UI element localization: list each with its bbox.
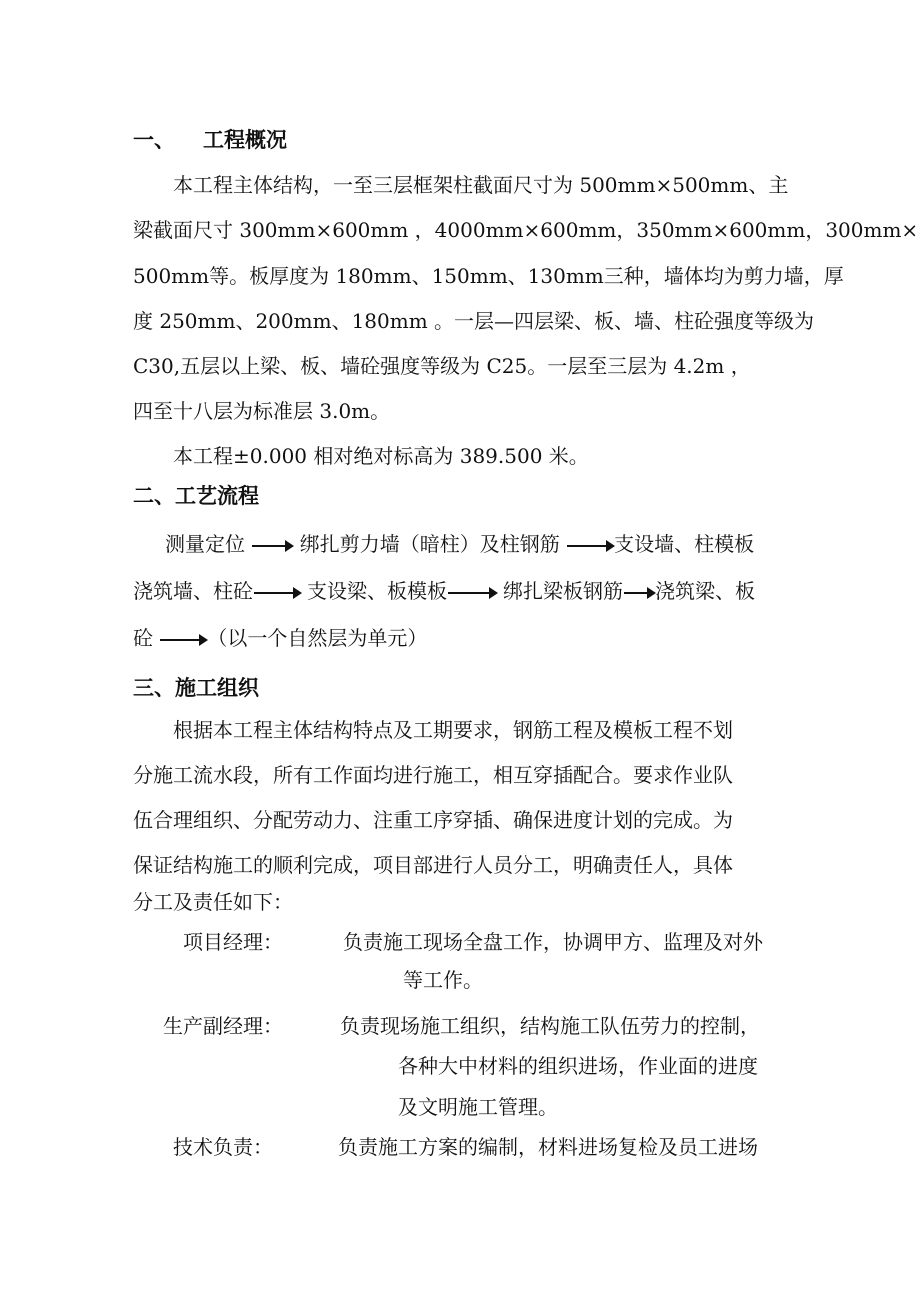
section-1-heading (133, 126, 287, 154)
step-pour-slabs: 浇筑梁、板 (655, 579, 755, 603)
step-rebar-walls: 绑扎剪力墙（暗柱）及柱钢筋 (299, 532, 560, 556)
process-flow-line-3 (133, 624, 427, 652)
paragraph-line: 分工及责任如下： (133, 890, 293, 914)
arrow-icon (567, 545, 613, 547)
role-duty-line: 负责施工方案的编制，材料进场复检及员工进场 (338, 1135, 758, 1159)
step-pour-slabs-cont: 砼 (133, 626, 153, 650)
paragraph-line: 根据本工程主体结构特点及工期要求，钢筋工程及模板工程不划 (173, 718, 733, 742)
arrow-icon (160, 639, 206, 641)
paragraph-line: 保证结构施工的顺利完成，项目部进行人员分工，明确责任人，具体 (133, 853, 733, 877)
paragraph-line: 分施工流水段，所有工作面均进行施工，相互穿插配合。要求作业队 (133, 763, 733, 787)
arrow-icon (624, 592, 654, 594)
paragraph-line: 本工程主体结构，一至三层框架柱截面尺寸为 500mm×500mm、主 (173, 173, 789, 197)
section-1-number: 一、 (133, 128, 175, 152)
elevation-line: 本工程±0.000 相对绝对标高为 389.500 米。 (173, 444, 589, 468)
arrow-icon (254, 592, 300, 594)
paragraph-line: 梁截面尺寸 300mm×600mm ，4000mm×600mm，350mm×600mm，300mm× (133, 218, 919, 242)
arrow-icon (252, 545, 292, 547)
role-label-technical-lead: 技术负责： (173, 1135, 273, 1159)
step-formwork-slabs: 支设梁、板模板 (307, 579, 447, 603)
role-duty-line: 负责现场施工组织，结构施工队伍劳力的控制， (340, 1014, 760, 1038)
step-pour-walls: 浇筑墙、柱砼 (133, 579, 253, 603)
paragraph-line: C30,五层以上梁、板、墙砼强度等级为 C25。一层至三层为 4.2m ， (133, 354, 751, 378)
role-duty-line: 等工作。 (403, 968, 483, 992)
step-rebar-slabs: 绑扎梁板钢筋 (503, 579, 623, 603)
role-label-production-manager: 生产副经理： (163, 1014, 283, 1038)
step-note: （以一个自然层为单元） (207, 626, 428, 650)
role-duty-line: 各种大中材料的组织进场，作业面的进度 (398, 1054, 758, 1078)
role-duty-line: 负责施工现场全盘工作，协调甲方、监理及对外 (343, 930, 763, 954)
process-flow-line-1 (165, 530, 754, 558)
role-duty-line: 及文明施工管理。 (398, 1095, 558, 1119)
section-3-heading: 三、施工组织 (133, 676, 259, 700)
paragraph-line: 伍合理组织、分配劳动力、注重工序穿插、确保进度计划的完成。为 (133, 808, 733, 832)
step-formwork-walls: 支设墙、柱模板 (614, 532, 755, 556)
paragraph-line: 四至十八层为标准层 3.0m。 (133, 399, 391, 423)
step-survey: 测量定位 (165, 532, 245, 556)
paragraph-line: 度 250mm、200mm、180mm 。一层—四层梁、板、墙、柱砼强度等级为 (133, 309, 815, 333)
paragraph-line: 500mm等。板厚度为 180mm、150mm、130mm三种，墙体均为剪力墙，厚 (133, 264, 844, 288)
process-flow-line-2 (133, 577, 755, 605)
section-2-heading: 二、工艺流程 (133, 484, 259, 508)
section-1-title: 工程概况 (203, 128, 287, 152)
role-label-project-manager: 项目经理： (183, 930, 283, 954)
arrow-icon (448, 592, 496, 594)
